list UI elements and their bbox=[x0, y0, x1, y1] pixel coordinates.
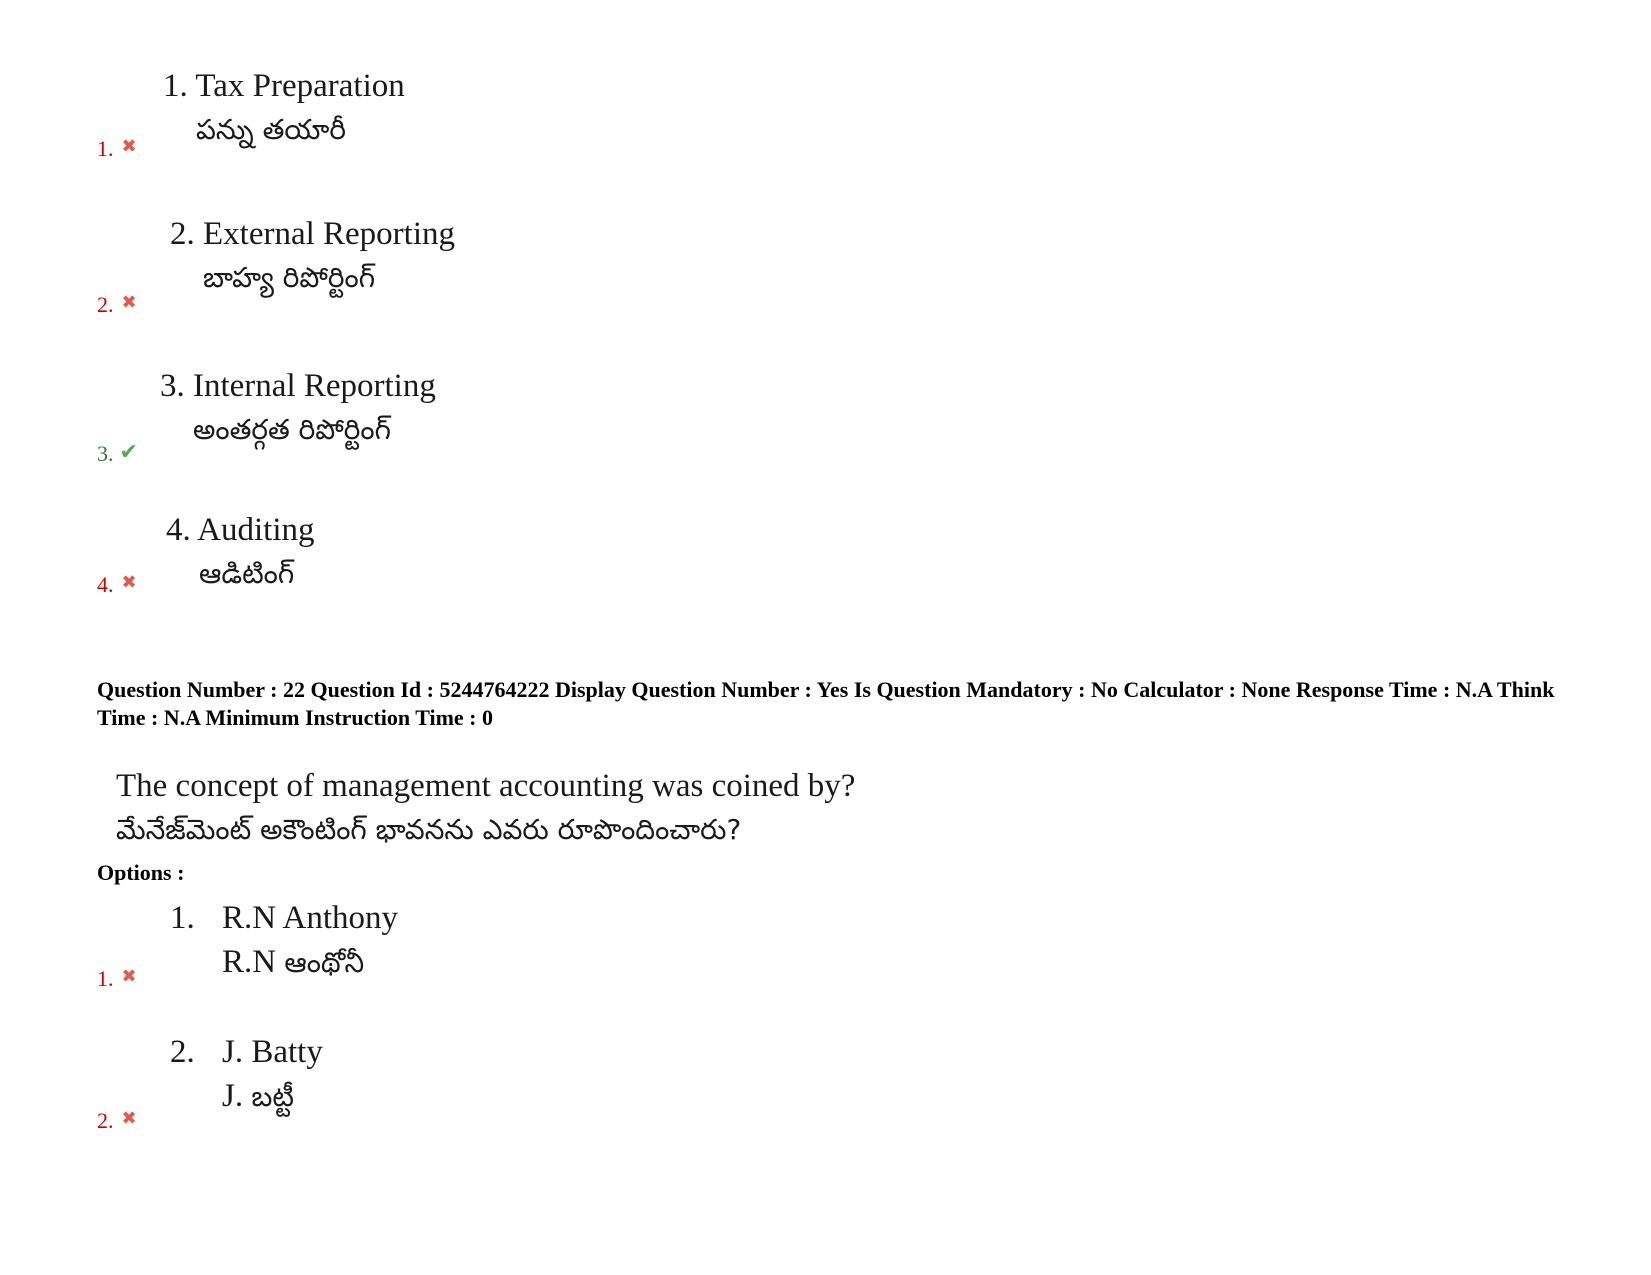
prev-option-2-content bbox=[170, 212, 455, 300]
prev-option-4-label: 4. Auditing bbox=[166, 512, 315, 548]
option-1-telugu: ఆంథోనీ bbox=[284, 946, 365, 979]
option-1-english: R.N Anthony bbox=[222, 900, 399, 936]
prev-option-1-label: 1. Tax Preparation bbox=[163, 68, 405, 104]
option-2-num: 2. bbox=[170, 1034, 195, 1070]
prev-option-1-telugu: పన్ను తయారీ bbox=[196, 113, 346, 146]
cross-icon: ✖ bbox=[121, 1108, 137, 1129]
option-number: 2. bbox=[97, 1108, 114, 1133]
question-metadata: Question Number : 22 Question Id : 5244764222 Display Question Number : Yes Is Question Mandatory : No Calculator : None Response Time : N.A Think Time : N.A Minimum Instruction Time : 0 bbox=[97, 677, 1555, 730]
option-2-telugu: బట్టీ bbox=[251, 1080, 294, 1113]
prev-option-3-marker bbox=[97, 440, 138, 467]
cross-icon: ✖ bbox=[121, 572, 137, 593]
question-telugu: మేనేజ్‌మెంట్ అకౌంటింగ్ భావనను ఎవరు రూపొందించారు? bbox=[116, 813, 742, 846]
prev-option-2-marker bbox=[97, 292, 137, 318]
prev-option-4-telugu: ఆడిటింగ్ bbox=[199, 557, 295, 590]
option-1-content bbox=[170, 896, 398, 985]
prev-option-4-marker bbox=[97, 572, 137, 598]
prev-option-3-telugu: అంతర్గత రిపోర్టింగ్ bbox=[193, 413, 391, 446]
option-number: 1. bbox=[97, 966, 114, 991]
cross-icon: ✖ bbox=[121, 966, 137, 987]
prev-option-3-label: 3. Internal Reporting bbox=[160, 368, 436, 404]
options-label: Options : bbox=[97, 860, 185, 885]
prev-option-1-content bbox=[163, 64, 405, 152]
option-1-marker bbox=[97, 966, 137, 992]
prev-option-2-telugu: బాహ్య రిపోర్టింగ్ bbox=[203, 261, 376, 294]
option-2-telugu-prefix: J. bbox=[222, 1078, 252, 1114]
option-1-num: 1. bbox=[170, 900, 195, 936]
option-number: 2. bbox=[97, 292, 114, 317]
check-icon: ✔ bbox=[119, 440, 138, 465]
question-english: The concept of management accounting was coined by? bbox=[116, 768, 856, 804]
option-number: 1. bbox=[97, 136, 114, 161]
prev-option-4-content bbox=[166, 508, 315, 596]
option-2-marker bbox=[97, 1108, 137, 1134]
prev-option-1-marker bbox=[97, 136, 137, 162]
option-number: 4. bbox=[97, 572, 114, 597]
prev-option-3-content bbox=[160, 364, 436, 452]
option-2-english: J. Batty bbox=[222, 1034, 323, 1070]
option-2-content bbox=[170, 1030, 323, 1119]
cross-icon: ✖ bbox=[121, 292, 137, 313]
question-text bbox=[116, 764, 855, 852]
prev-option-2-label: 2. External Reporting bbox=[170, 216, 456, 252]
option-1-telugu-prefix: R.N bbox=[222, 944, 285, 980]
option-number: 3. bbox=[97, 441, 114, 466]
cross-icon: ✖ bbox=[121, 136, 137, 157]
